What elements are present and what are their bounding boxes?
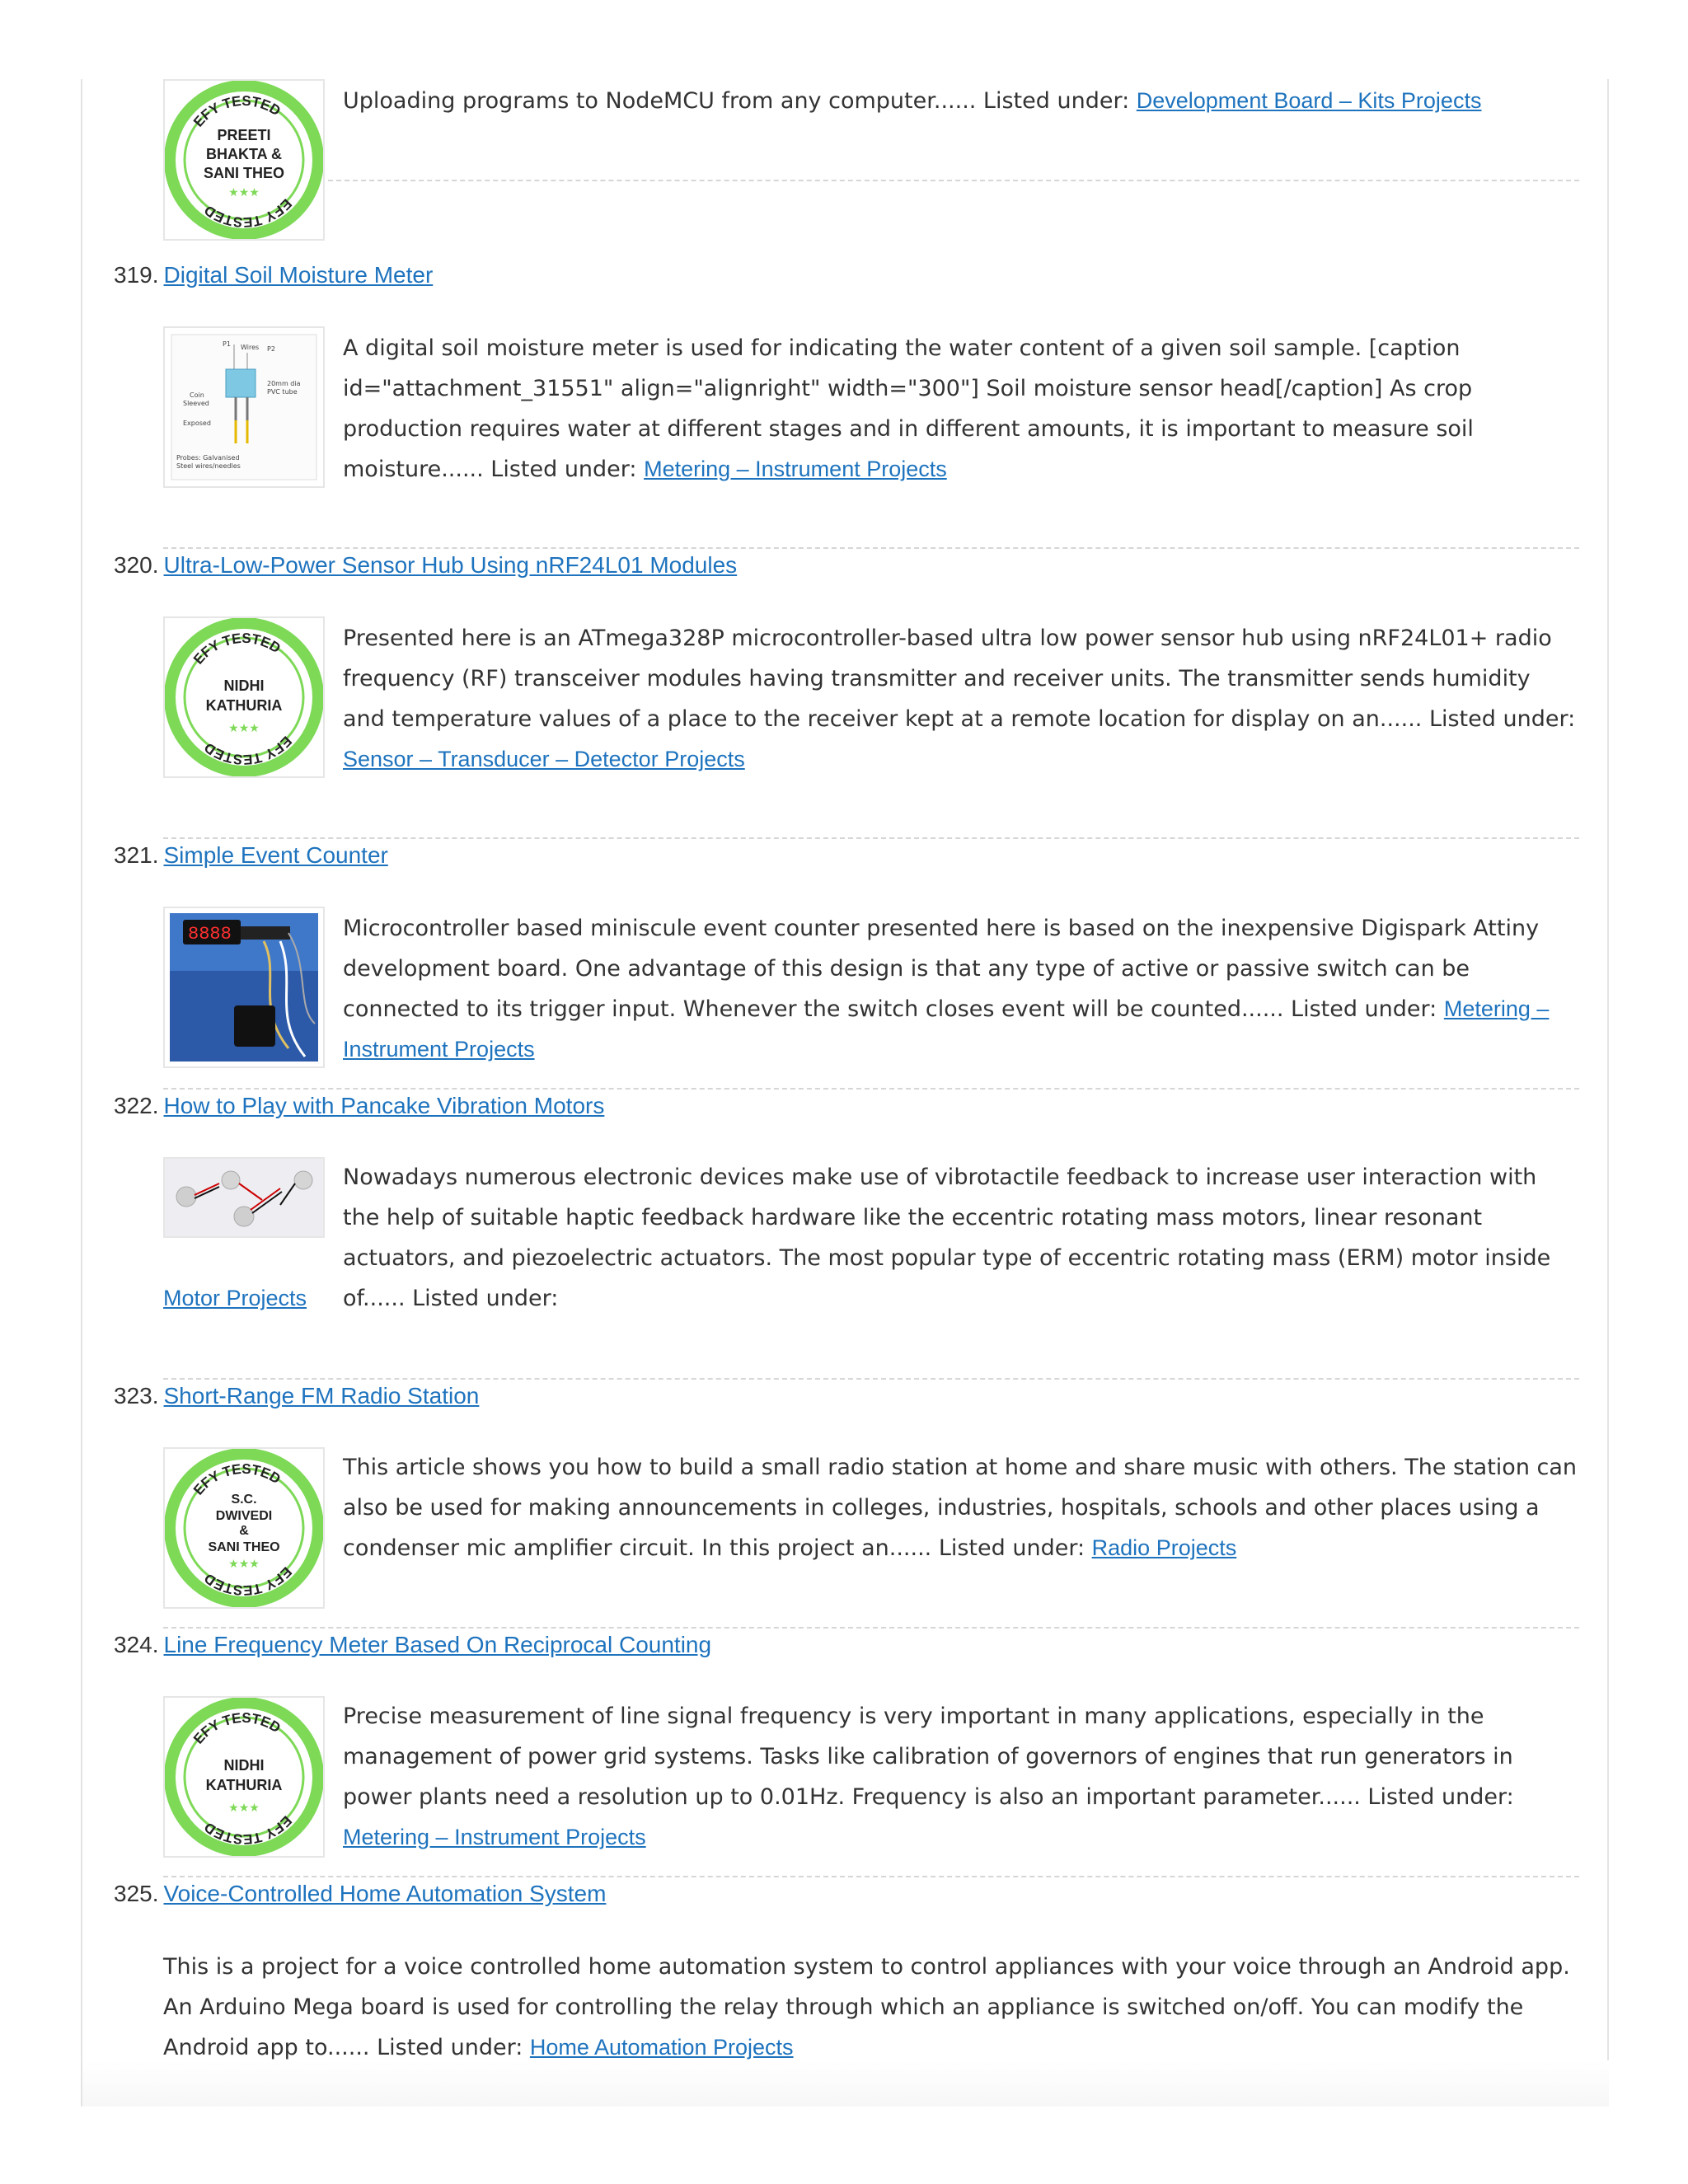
efy-tested-badge-icon bbox=[165, 1698, 323, 1856]
svg-text:Coin: Coin bbox=[190, 391, 204, 399]
svg-text:★★★: ★★★ bbox=[228, 722, 260, 735]
separator bbox=[163, 1627, 1579, 1629]
svg-text:EFY TESTED: EFY TESTED bbox=[201, 1563, 295, 1599]
efy-tested-badge-icon bbox=[165, 1449, 323, 1607]
svg-text:EFY TESTED: EFY TESTED bbox=[190, 1709, 284, 1747]
svg-text:DWIVEDI: DWIVEDI bbox=[215, 1509, 273, 1523]
efy-tested-badge[interactable] bbox=[163, 1696, 325, 1858]
svg-text:SANI THEO: SANI THEO bbox=[208, 1540, 280, 1554]
separator bbox=[163, 837, 1579, 839]
svg-text:KATHURIA: KATHURIA bbox=[205, 1777, 283, 1793]
svg-text:PVC tube: PVC tube bbox=[267, 388, 298, 396]
separator bbox=[163, 1088, 1579, 1090]
event-counter-image-icon bbox=[165, 908, 323, 1066]
category-link[interactable]: Home Automation Projects bbox=[529, 2035, 794, 2060]
event-counter-photo[interactable] bbox=[163, 907, 325, 1068]
project-description: Uploading programs to NodeMCU from any computer...... Listed under: Development Board – Kits Projects bbox=[343, 88, 1482, 114]
category-link[interactable]: Sensor – Transducer – Detector Projects bbox=[343, 747, 745, 771]
list-item-header: 321. Simple Event Counter bbox=[114, 842, 388, 868]
svg-text:EFY TESTED: EFY TESTED bbox=[201, 195, 295, 231]
project-title-link[interactable]: Digital Soil Moisture Meter bbox=[163, 262, 434, 288]
list-item-header: 319. Digital Soil Moisture Meter bbox=[114, 262, 434, 288]
efy-tested-badge-icon bbox=[165, 81, 323, 239]
project-description: Nowadays numerous electronic devices make use of vibrotactile feedback to increase user interaction with the help of suitable haptic feedback hardware like the eccentric rotating mass motors, linear resonant actuators, and piezoelectric actuators. The most popular type of eccentric rotating mass (ERM) motor inside of...... Listed under: bbox=[343, 1165, 1551, 1311]
category-link[interactable]: Metering – Instrument Projects bbox=[644, 457, 947, 481]
project-description: This is a project for a voice controlled home automation system to control appliances with your voice through an Android app. An Arduino Mega board is used for controlling the relay through which an appliance is switched on/off. You can modify the Android app to...... Listed under: Home Automation Projects bbox=[163, 1954, 1570, 2060]
list-item-header: 325. Voice-Controlled Home Automation System bbox=[114, 1881, 607, 1906]
svg-text:20mm dia: 20mm dia bbox=[267, 380, 301, 387]
list-item-header: 322. How to Play with Pancake Vibration Motors bbox=[114, 1093, 605, 1118]
list-item-header: 324. Line Frequency Meter Based On Reciprocal Counting bbox=[114, 1632, 712, 1657]
svg-text:★★★: ★★★ bbox=[228, 1558, 260, 1571]
project-title-link[interactable]: Ultra-Low-Power Sensor Hub Using nRF24L01 Modules bbox=[163, 552, 738, 578]
list-item-header: 320. Ultra-Low-Power Sensor Hub Using nRF24L01 Modules bbox=[114, 552, 738, 578]
svg-text:Probes: Galvanised: Probes: Galvanised bbox=[176, 454, 240, 462]
category-link[interactable]: Metering – Instrument Projects bbox=[343, 996, 1550, 1062]
project-title-link[interactable]: How to Play with Pancake Vibration Motors bbox=[163, 1093, 605, 1118]
svg-text:★★★: ★★★ bbox=[228, 1802, 260, 1815]
project-title-link[interactable]: Line Frequency Meter Based On Reciprocal Counting bbox=[163, 1632, 712, 1657]
list-item-header: 323. Short-Range FM Radio Station bbox=[114, 1383, 480, 1408]
separator bbox=[328, 180, 1579, 181]
svg-text:EFY TESTED: EFY TESTED bbox=[190, 1460, 284, 1498]
svg-text:★★★: ★★★ bbox=[228, 186, 260, 199]
efy-tested-badge-icon bbox=[165, 618, 323, 776]
project-title-link[interactable]: Short-Range FM Radio Station bbox=[163, 1383, 480, 1408]
svg-text:SANI THEO: SANI THEO bbox=[203, 165, 285, 181]
svg-text:NIDHI: NIDHI bbox=[223, 677, 265, 694]
svg-text:KATHURIA: KATHURIA bbox=[205, 697, 283, 714]
project-description: Microcontroller based miniscule event counter presented here is based on the inexpensive Digispark Attiny development board. One advantage of this design is that any type of active or passive switch can be connected to its trigger input. Whenever the switch closes event will be counted...... Listed under: Metering – Instrument Projects bbox=[343, 916, 1550, 1062]
vibration-motors-image-icon bbox=[165, 1159, 323, 1236]
svg-text:EFY TESTED: EFY TESTED bbox=[190, 630, 284, 668]
project-title-link[interactable]: Simple Event Counter bbox=[163, 842, 388, 868]
vibration-motors-photo[interactable] bbox=[163, 1157, 325, 1238]
svg-text:P1: P1 bbox=[223, 340, 231, 348]
svg-text:&: & bbox=[239, 1524, 249, 1538]
project-description: A digital soil moisture meter is used for indicating the water content of a given soil sample. [caption id="attachment_31551" align="alignright" width="300"] Soil moisture sensor head[/caption] As crop production requires water at different stages and in different amounts, it is important to measure soil moisture...... Listed under: Metering – Instrument Projects bbox=[343, 335, 1474, 482]
svg-text:Steel wires/needles: Steel wires/needles bbox=[176, 462, 241, 470]
project-category bbox=[163, 1278, 1579, 1319]
category-link[interactable]: Radio Projects bbox=[1091, 1535, 1237, 1560]
badge-top-text: EFY TESTED bbox=[190, 92, 284, 130]
separator bbox=[163, 1876, 1579, 1877]
category-link[interactable]: Development Board – Kits Projects bbox=[1136, 88, 1482, 113]
svg-text:Wires: Wires bbox=[241, 344, 260, 351]
project-title-link[interactable]: Voice-Controlled Home Automation System bbox=[163, 1881, 607, 1906]
efy-tested-badge[interactable] bbox=[163, 1447, 325, 1609]
svg-text:8888: 8888 bbox=[188, 924, 232, 944]
soil-moisture-diagram[interactable] bbox=[163, 326, 325, 488]
svg-text:PREETI: PREETI bbox=[217, 127, 271, 143]
separator bbox=[163, 547, 1579, 549]
svg-text:EFY TESTED: EFY TESTED bbox=[201, 733, 295, 768]
category-link[interactable]: Motor Projects bbox=[163, 1286, 307, 1310]
efy-tested-badge[interactable] bbox=[163, 616, 325, 778]
efy-tested-badge[interactable] bbox=[163, 79, 325, 241]
project-description: Presented here is an ATmega328P microcontroller-based ultra low power sensor hub using nRF24L01+ radio frequency (RF) transceiver modules having transmitter and receiver units. The transmitter sends humidity and temperature values of a place to the receiver kept at a remote location for display on an...... Listed under: Sensor – Transducer – Detector Projects bbox=[343, 626, 1576, 771]
svg-text:Exposed: Exposed bbox=[183, 419, 211, 427]
project-description: This article shows you how to build a small radio station at home and share music with others. The station can also be used for making announcements in colleges, industries, hospitals, schools and other places using a condenser mic amplifier circuit. In this project an...... Listed under: Radio Projects bbox=[343, 1455, 1578, 1561]
svg-text:P2: P2 bbox=[267, 345, 275, 353]
category-link[interactable]: Metering – Instrument Projects bbox=[343, 1825, 646, 1849]
svg-text:S.C.: S.C. bbox=[231, 1493, 257, 1507]
diagram-icon bbox=[165, 328, 323, 486]
svg-text:EFY TESTED: EFY TESTED bbox=[201, 1812, 295, 1848]
svg-text:BHAKTA &: BHAKTA & bbox=[206, 146, 282, 162]
svg-text:NIDHI: NIDHI bbox=[223, 1757, 265, 1774]
separator bbox=[163, 1378, 1579, 1380]
svg-text:Sleeved: Sleeved bbox=[183, 400, 209, 407]
project-description: Precise measurement of line signal frequency is very important in many applications, especially in the management of power grid systems. Tasks like calibration of governors of engines that run generators in power plants need a resolution up to 0.01Hz. Frequency is also an important parameter...... Listed under: Metering – Instrument Projects bbox=[343, 1704, 1514, 1849]
